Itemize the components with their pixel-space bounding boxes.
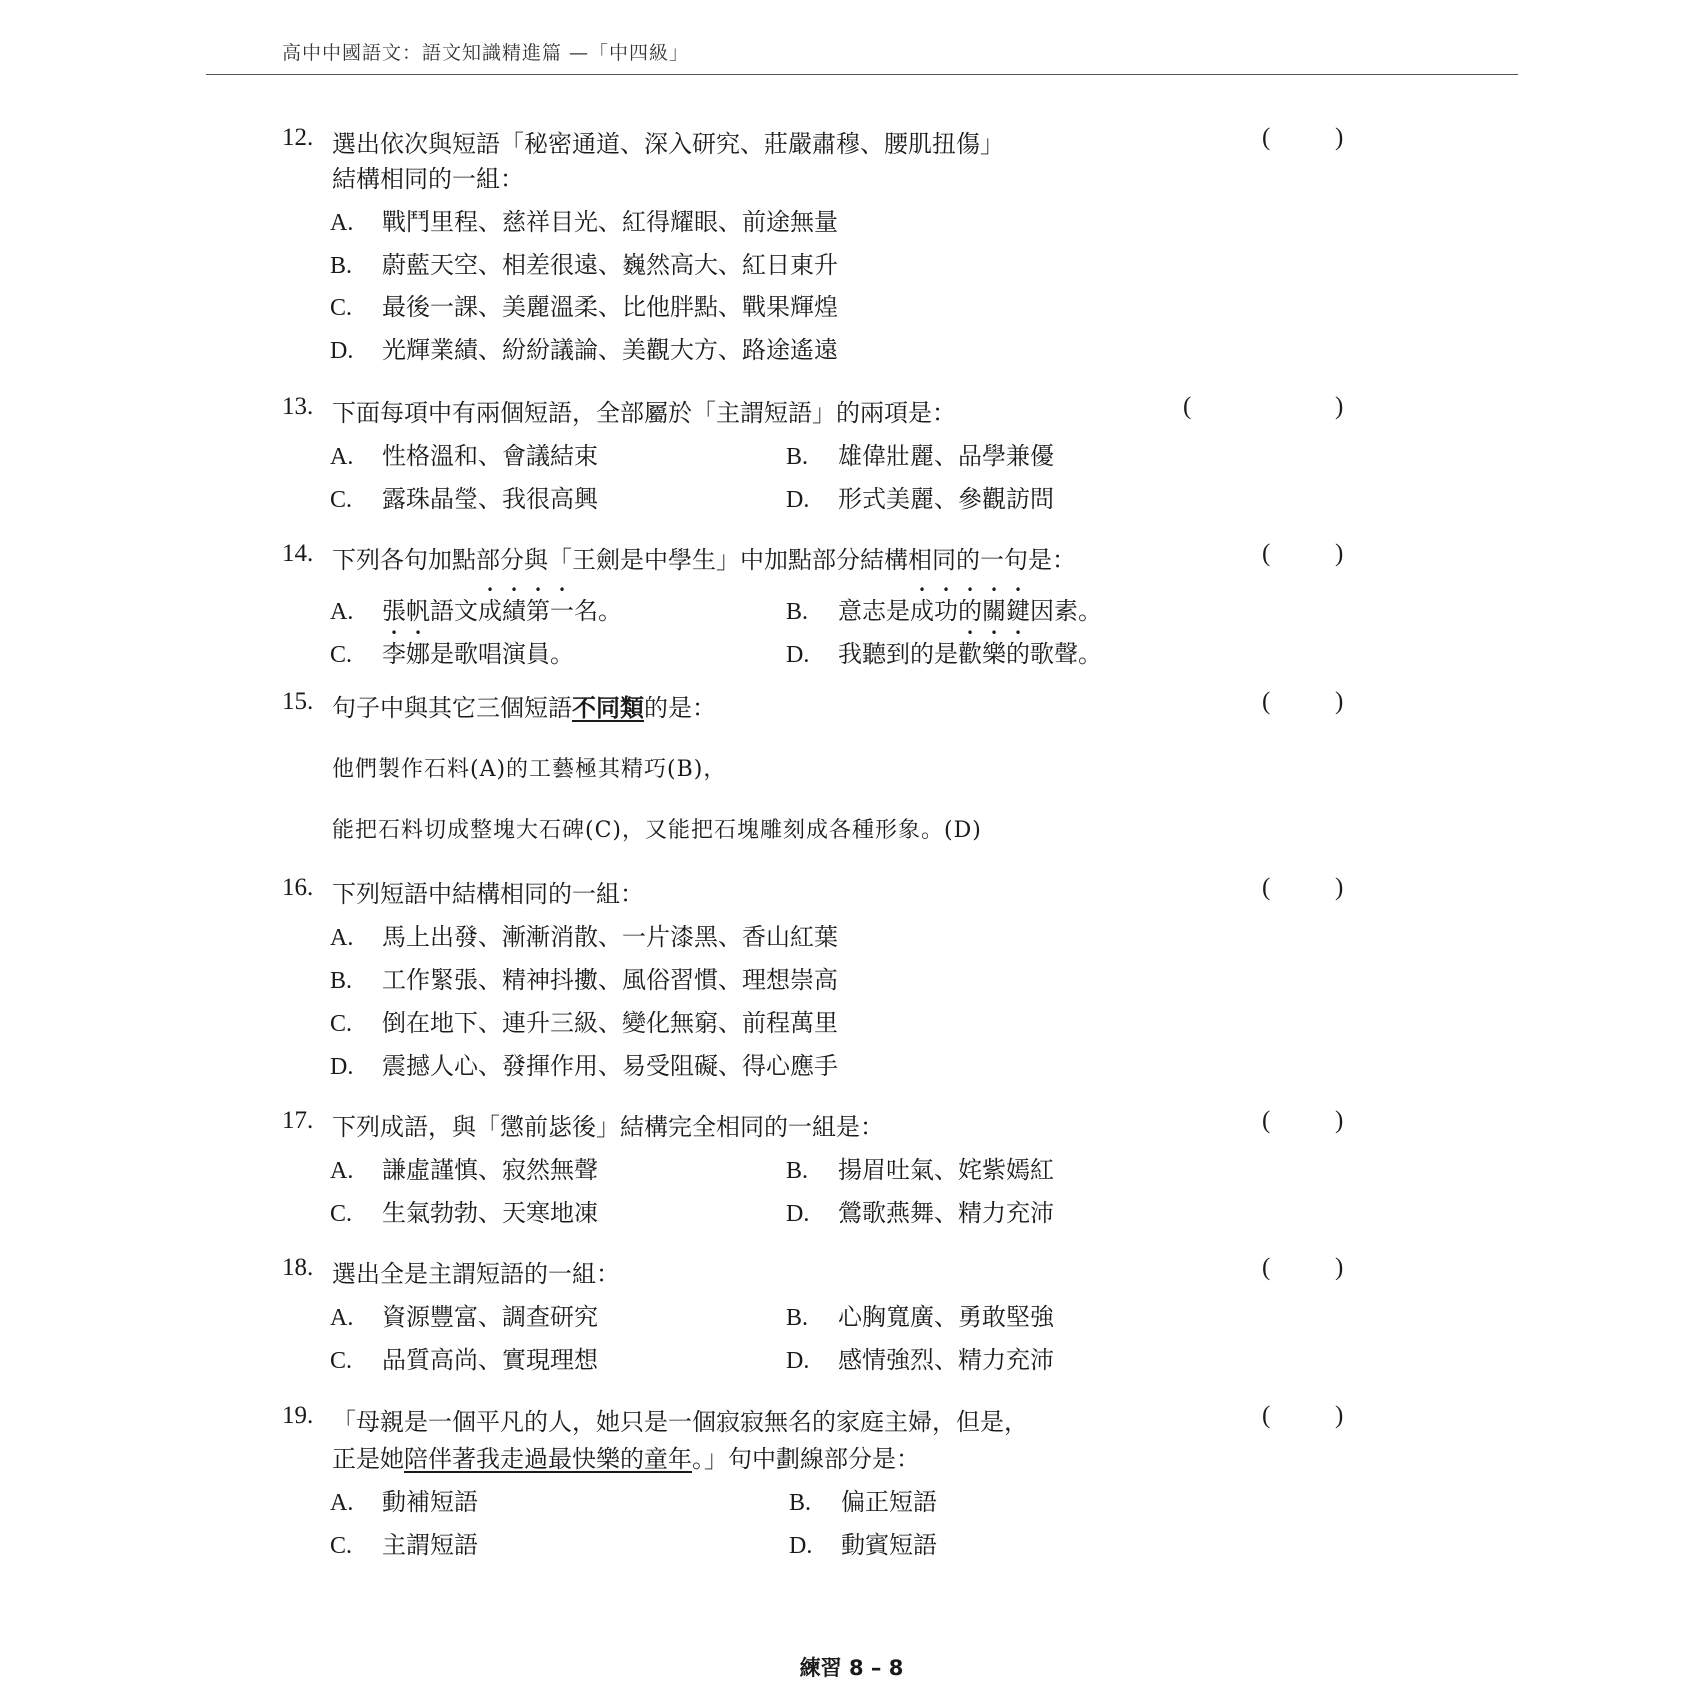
stem-emphasis: 不同類 [572,694,644,722]
option-text: 震撼人心、發揮作用、易受阻礙、得心應手 [382,1052,838,1080]
option-letter: B. [330,968,353,994]
option-text: 戰鬥里程、慈祥目光、紅得耀眼、前途無量 [382,208,838,236]
option-text: 雄偉壯麗、品學兼優 [838,442,1054,470]
option-d [786,1193,1054,1228]
option-a [330,1297,598,1332]
question-number: 19. [282,1402,314,1429]
option-c [330,626,574,669]
header-divider [206,74,1518,75]
option-text: 品質高尚、實現理想 [382,1346,598,1374]
question-stem: 選出依次與短語「秘密通道、深入研究、莊嚴肅穆、腰肌扭傷」 [332,130,1004,158]
option-c [330,1525,478,1560]
option-text: 最後一課、美麗溫柔、比他胖點、戰果輝煌 [382,293,838,321]
option-b [789,1482,937,1517]
option-letter: C. [330,487,353,513]
option-text-plain: 張帆語文 [382,597,478,625]
option-text-dotted: 李娜 [382,640,430,668]
question-stem: 下面每項中有兩個短語，全部屬於「主謂短語」的兩項是： [332,399,956,427]
option-letter: C. [330,1011,353,1037]
option-text-plain-end: 是歌唱演員。 [430,640,574,668]
option-a [330,436,598,471]
option-letter: D. [330,1054,354,1080]
option-text: 謙虛謹慎、寂然無聲 [382,1156,598,1184]
question-number: 17. [282,1107,314,1134]
option-b [330,960,838,995]
option-text-plain: 我聽到的是 [838,640,958,668]
option-letter: B. [786,444,809,470]
option-a [330,1482,478,1517]
option-text-plain-end: 歌聲。 [1030,640,1102,668]
option-text-dotted: 成績第一 [478,597,574,625]
stem-text-end: 。」句中劃線部分是： [692,1445,920,1473]
option-d [786,479,1054,514]
answer-paren-close: ) [1335,393,1344,420]
option-text: 主謂短語 [382,1531,478,1559]
answer-paren-close: ) [1335,688,1344,715]
question-number: 16. [282,874,314,901]
option-letter: D. [789,1533,813,1559]
option-d [330,330,838,365]
option-letter: B. [789,1490,812,1516]
option-text: 動補短語 [382,1488,478,1516]
option-letter: A. [330,1490,354,1516]
option-letter: D. [786,642,810,668]
answer-paren-open: ( [1262,1107,1271,1134]
option-text: 馬上出發、漸漸消散、一片漆黑、香山紅葉 [382,923,838,951]
option-text: 工作緊張、精神抖擻、風俗習慣、理想崇高 [382,966,838,994]
option-letter: D. [330,338,354,364]
option-b [786,1150,1054,1185]
option-letter: B. [330,253,353,279]
option-text: 性格溫和、會議結束 [382,442,598,470]
option-text: 生氣勃勃、天寒地凍 [382,1199,598,1227]
answer-paren-open: ( [1262,1402,1271,1429]
answer-paren-open: ( [1262,124,1271,151]
question-number: 14. [282,540,314,567]
option-a [330,202,838,237]
question-stem: 下列短語中結構相同的一組： [332,880,644,908]
answer-paren-open: ( [1183,393,1192,420]
page-number: 練習 8 – 8 [799,1656,904,1680]
answer-paren-close: ) [1335,124,1344,151]
option-letter: A. [330,1305,354,1331]
question-stem: 「母親是一個平凡的人，她只是一個寂寂無名的家庭主婦，但是， [332,1408,1028,1436]
option-letter: C. [330,1348,353,1374]
option-letter: C. [330,1201,353,1227]
option-text: 揚眉吐氣、姹紫嫣紅 [838,1156,1054,1184]
answer-paren-close: ) [1335,540,1344,567]
option-b [786,1297,1054,1332]
option-b [786,583,1102,626]
option-text: 倒在地下、連升三級、變化無窮、前程萬里 [382,1009,838,1037]
stem-text-end: 的是： [644,694,716,722]
question-stem: 下列成語，與「懲前毖後」結構完全相同的一組是： [332,1113,884,1141]
answer-paren-open: ( [1262,688,1271,715]
option-a [330,583,622,626]
question-stem: 下列各句加點部分與「王劍是中學生」中加點部分結構相同的一句是： [332,546,1076,574]
option-text-plain: 意志是 [838,597,910,625]
option-letter: A. [330,925,354,951]
option-text: 心胸寬廣、勇敢堅強 [838,1303,1054,1331]
option-text: 感情強烈、精力充沛 [838,1346,1054,1374]
option-text-plain-end: 因素。 [1030,597,1102,625]
option-text: 蔚藍天空、相差很遠、巍然高大、紅日東升 [382,251,838,279]
question-stem-cont [332,1439,920,1474]
question-stem: 選出全是主謂短語的一組： [332,1260,620,1288]
option-text: 偏正短語 [841,1488,937,1516]
option-letter: C. [330,1533,353,1559]
option-text: 光輝業績、紛紛議論、美觀大方、路途遙遠 [382,336,838,364]
option-c [330,1340,598,1375]
option-d [789,1525,937,1560]
option-c [330,287,838,322]
option-text-dotted: 歡樂的 [958,640,1030,668]
option-a [330,1150,598,1185]
option-letter: C. [330,642,353,668]
option-letter: A. [330,444,354,470]
option-d [786,1340,1054,1375]
option-text: 資源豐富、調查研究 [382,1303,598,1331]
answer-paren-close: ) [1335,1107,1344,1134]
passage-line-2: 能把石料切成整塊大石碑(C)，又能把石塊雕刻成各種形象。(D) [332,818,982,843]
option-c [330,479,598,514]
stem-underlined: 陪伴著我走過最快樂的童年 [404,1445,692,1473]
option-letter: A. [330,1158,354,1184]
option-c [330,1193,598,1228]
question-stem-cont: 結構相同的一組： [332,165,524,193]
option-letter: B. [786,1305,809,1331]
option-b [330,245,838,280]
option-letter: D. [786,1201,810,1227]
option-text: 露珠晶瑩、我很高興 [382,485,598,513]
option-text: 形式美麗、參觀訪問 [838,485,1054,513]
question-number: 15. [282,688,314,715]
option-text-plain-end: 名。 [574,597,622,625]
stem-text: 句子中與其它三個短語 [332,694,572,722]
option-d [786,626,1102,669]
passage-line-1: 他們製作石料(A)的工藝極其精巧(B)， [332,757,727,782]
option-a [330,917,838,952]
option-letter: A. [330,599,354,625]
stem-text: 正是她 [332,1445,404,1473]
answer-paren-close: ) [1335,1254,1344,1281]
question-number: 13. [282,393,314,420]
question-number: 18. [282,1254,314,1281]
answer-paren-close: ) [1335,1402,1344,1429]
question-stem [332,688,716,723]
page-header: 高中中國語文：語文知識精進篇 —「中四級」 [282,42,690,64]
option-d [330,1046,838,1081]
option-letter: B. [786,1158,809,1184]
option-text-dotted: 成功的關鍵 [910,597,1030,625]
option-letter: C. [330,295,353,321]
question-number: 12. [282,124,314,151]
option-letter: A. [330,210,354,236]
option-letter: D. [786,1348,810,1374]
option-letter: B. [786,599,809,625]
option-b [786,436,1054,471]
answer-paren-open: ( [1262,1254,1271,1281]
option-text: 鶯歌燕舞、精力充沛 [838,1199,1054,1227]
answer-paren-open: ( [1262,874,1271,901]
option-letter: D. [786,487,810,513]
option-c [330,1003,838,1038]
option-text: 動賓短語 [841,1531,937,1559]
answer-paren-open: ( [1262,540,1271,567]
answer-paren-close: ) [1335,874,1344,901]
